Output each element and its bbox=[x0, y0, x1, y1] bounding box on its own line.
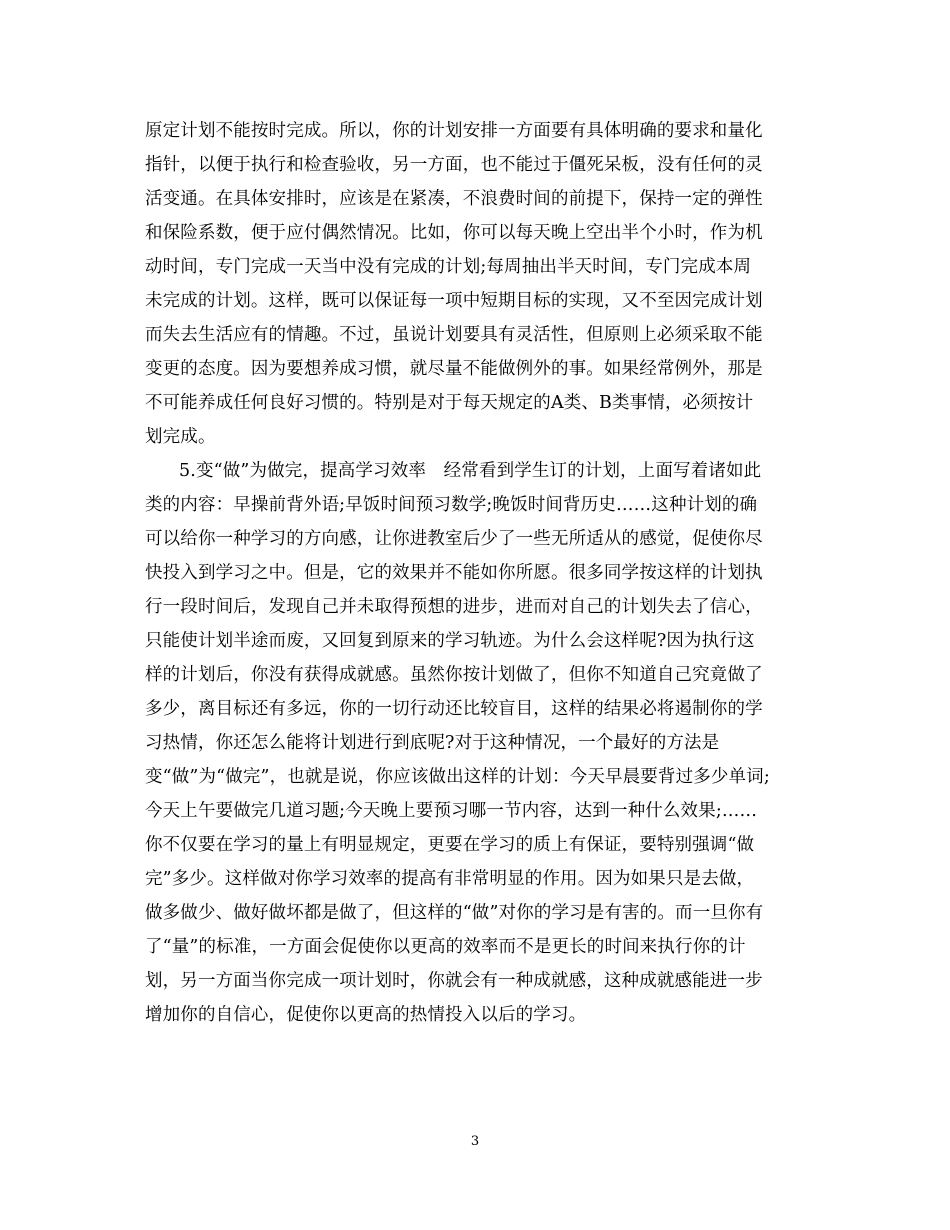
text-line: 不可能养成任何良好习惯的。特别是对于每天规定的A类、B类事情，必须按计 bbox=[145, 393, 754, 413]
text-line: 做多做少、做好做坏都是做了，但这样的“做”对你的学习是有害的。而一旦你有 bbox=[145, 903, 764, 923]
text-line: 了“量”的标准，一方面会促使你以更高的效率而不是更长的时间来执行你的计 bbox=[145, 937, 746, 957]
text-line: 而失去生活应有的情趣。不过，虽说计划要具有灵活性，但原则上必须采取不能 bbox=[145, 325, 763, 345]
text-line: 未完成的计划。这样，既可以保证每一项中短期目标的实现，又不至因完成计划 bbox=[145, 291, 763, 311]
text-line: 变“做”为“做完”，也就是说，你应该做出这样的计划：今天早晨要背过多少单词; bbox=[145, 767, 770, 787]
text-line: 类的内容：早操前背外语;早饭时间预习数学;晚饭时间背历史……这种计划的确 bbox=[145, 495, 758, 515]
text-line: 完”多少。这样做对你学习效率的提高有非常明显的作用。因为如果只是去做， bbox=[145, 869, 755, 889]
text-line: 指针，以便于执行和检查验收，另一方面，也不能过于僵死呆板，没有任何的灵 bbox=[145, 155, 763, 175]
text-line: 增加你的自信心，促使你以更高的热情投入以后的学习。 bbox=[145, 1005, 587, 1025]
page-number: 3 bbox=[470, 1134, 480, 1149]
text-line: 活变通。在具体安排时，应该是在紧凑，不浪费时间的前提下，保持一定的弹性 bbox=[145, 189, 763, 209]
text-line: 只能使计划半途而废，又回复到原来的学习轨迹。为什么会这样呢?因为执行这 bbox=[145, 631, 755, 651]
paragraph-1 bbox=[145, 114, 805, 454]
paragraph-2 bbox=[145, 454, 805, 1032]
text-line: 行一段时间后，发现自己并未取得预想的进步，进而对自己的计划失去了信心， bbox=[145, 597, 763, 617]
text-line: 可以给你一种学习的方向感，让你进教室后少了一些无所适从的感觉，促使你尽 bbox=[145, 529, 763, 549]
text-line: 快投入到学习之中。但是，它的效果并不能如你所愿。很多同学按这样的计划执 bbox=[145, 563, 763, 583]
text-line-indented: 5.变“做”为做完，提高学习效率 经常看到学生订的计划，上面写着诸如此 bbox=[179, 461, 762, 481]
text-line: 样的计划后，你没有获得成就感。虽然你按计划做了，但你不知道自己究竟做了 bbox=[145, 665, 763, 685]
text-line: 变更的态度。因为要想养成习惯，就尽量不能做例外的事。如果经常例外，那是 bbox=[145, 359, 763, 379]
text-line: 划，另一方面当你完成一项计划时，你就会有一种成就感，这种成就感能进一步 bbox=[145, 971, 763, 991]
text-line: 原定计划不能按时完成。所以，你的计划安排一方面要有具体明确的要求和量化 bbox=[145, 121, 763, 141]
text-line: 动时间，专门完成一天当中没有完成的计划;每周抽出半天时间，专门完成本周 bbox=[145, 257, 752, 277]
text-line: 习热情，你还怎么能将计划进行到底呢?对于这种情况，一个最好的方法是 bbox=[145, 733, 720, 753]
body-text bbox=[145, 114, 805, 1032]
text-line: 和保险系数，便于应付偶然情况。比如，你可以每天晚上空出半个小时，作为机 bbox=[145, 223, 763, 243]
text-line: 今天上午要做完几道习题;今天晚上要预习哪一节内容，达到一种什么效果;…… bbox=[145, 801, 758, 821]
text-line: 划完成。 bbox=[145, 427, 216, 447]
text-line: 多少，离目标还有多远，你的一切行动还比较盲目，这样的结果必将遏制你的学 bbox=[145, 699, 763, 719]
text-line: 你不仅要在学习的量上有明显规定，更要在学习的质上有保证，要特别强调“做 bbox=[145, 835, 755, 855]
